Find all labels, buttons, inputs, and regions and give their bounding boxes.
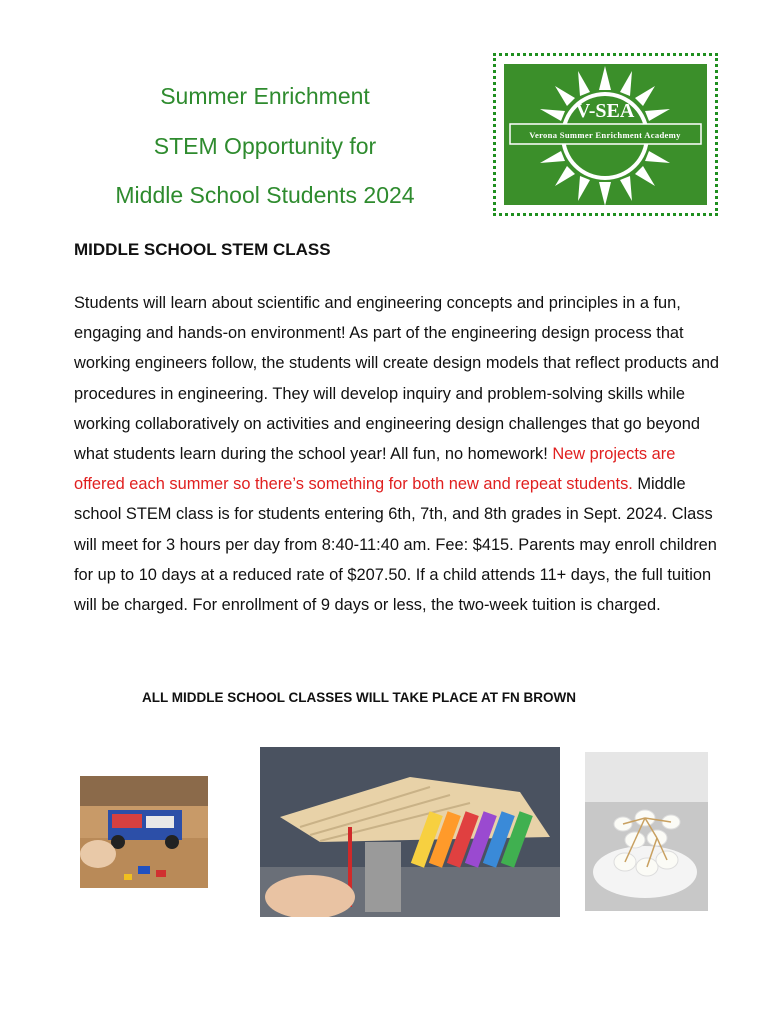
v-sea-logo bbox=[504, 64, 707, 205]
description-paragraph bbox=[74, 288, 724, 620]
section-heading: MIDDLE SCHOOL STEM CLASS bbox=[74, 240, 331, 259]
logo-abbreviation: V-SEA bbox=[575, 100, 635, 122]
sun-logo-graphic bbox=[504, 64, 707, 205]
title-line-2: STEM Opportunity for bbox=[153, 133, 377, 159]
paragraph-part-1: Students will learn about scientific and engineering concepts and principles in a fun, engaging and hands-on environment! As part of the engineering design process that working engineers follow, the students will create design models that reflect products and procedures in engineering. They will develop inquiry and problem-solving skills while working collaboratively on activities and engineering design challenges that go beyond what students learn during the school year! All fun, no homework! bbox=[74, 294, 720, 464]
popsicle-stick-bridge-photo bbox=[260, 747, 560, 917]
highlighted-sentence: New projects are offered each summer so there’s something for both new and repeat students. bbox=[74, 445, 676, 494]
robot-car-photo bbox=[80, 776, 208, 888]
paragraph-part-2: Middle school STEM class is for students entering 6th, 7th, and 8th grades in Sept. 2024. Class will meet for 3 hours per day from 8:40-11:40 am. Fee: $415. Parents may enroll children for up to 10 days at a reduced rate of $207.50. If a child attends 11+ days, the full tuition will be charged. For enrollment of 9 days or less, the two-week tuition is charged. bbox=[74, 475, 717, 615]
logo-frame bbox=[493, 53, 718, 216]
title-line-3: Middle School Students 2024 bbox=[115, 182, 415, 208]
marshmallow-tower-photo bbox=[585, 752, 708, 911]
logo-full-name: Verona Summer Enrichment Academy bbox=[529, 130, 681, 140]
title-line-1: Summer Enrichment bbox=[160, 83, 370, 109]
location-note: ALL MIDDLE SCHOOL CLASSES WILL TAKE PLACE AT FN BROWN bbox=[142, 690, 576, 705]
